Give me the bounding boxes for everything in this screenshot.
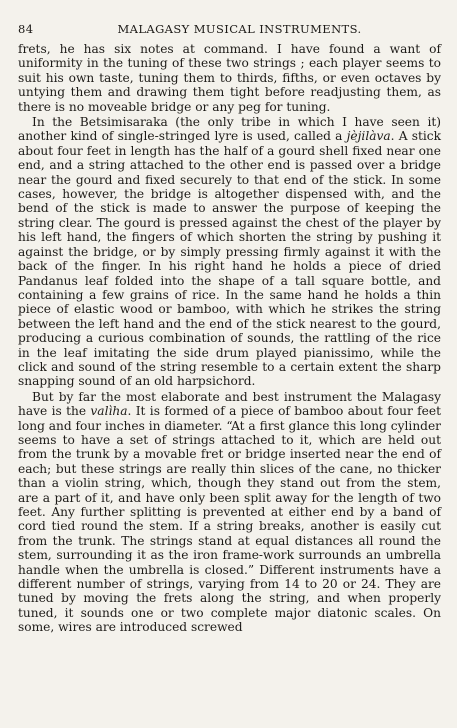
paragraph-1 (18, 42, 441, 114)
instrument-name-valiha: valìha (90, 404, 128, 419)
paragraph-2 (18, 115, 441, 389)
running-head: MALAGASY MUSICAL INSTRUMENTS. (117, 22, 362, 36)
paragraph-3 (18, 390, 441, 635)
paragraph-text: frets, he has six notes at command. I have found a want of uniformity in the tuning of these two strings ; each player seems to suit his own taste, tuning them to thirds, fifths, or even octaves by untying them and drawing them tight before readjusting them, as there is no moveable bridge or any peg for tuning. (18, 42, 441, 114)
page-header (18, 22, 441, 36)
page-body (18, 42, 441, 635)
paragraph-text: In the Betsimisaraka (the only tribe in which I have seen it) another kind of single-stringed lyre is used, called a (18, 115, 441, 144)
paragraph-text: But by far the most elaborate and best instrument the Malagasy have is the (18, 389, 441, 419)
instrument-name-jejilava: jèjilàva (346, 129, 391, 144)
paragraph-text: . It is formed of a piece of bamboo about four feet long and four inches in diameter. “At a first glance this long cylinder seems to have a set of strings attached to it, which are held out from the trunk by a movable fret or bridge inserted near the end of each; but these strings are really thin slices of the cane, no thicker than a violin string, which, though they stand out from the stem, are a part of it, and have only been split away for the length of two feet. Any further splitting is prevented at either end by a band of cord tied round the stem. If a string breaks, another is easily cut from the trunk. The strings stand at equal distances all round the stem, surrounding it as the iron frame-work surrounds an umbrella handle when the umbrella is closed.” Different instruments have a different number of strings, varying from 14 to 20 or 24. They are tuned by moving the frets along the string, and when properly tuned, it sounds one or two complete major diatonic scales. On some, wires are introduced screwed (18, 404, 442, 635)
paragraph-text: . A stick about four feet in length has the half of a gourd shell fixed near one end, and a string attached to the other end is passed over a bridge near the gourd and fixed securely to that end of the stick. In some cases, however, the bridge is altogether dispensed with, and the bend of the stick is made to answer the purpose of keeping the string clear. The gourd is pressed against the chest of the player by his left hand, the fingers of which shorten the string by pushing it against the bridge, or by simply pressing firmly against it with the back of the finger. In his right hand he holds a piece of dried Pandanus leaf folded into the shape of a tall square bottle, and containing a few grains of rice. In the same hand he holds a thin piece of elastic wood or bamboo, with which he strikes the string between the left hand and the end of the stick nearest to the gourd, producing a curious combination of sounds, the rattling of the rice in the leaf imitating the side drum played pianissimo, while the click and sound of the string resemble to a certain extent the sharp snapping sound of an old harpsichord. (18, 129, 442, 389)
page-number: 84 (18, 22, 34, 36)
